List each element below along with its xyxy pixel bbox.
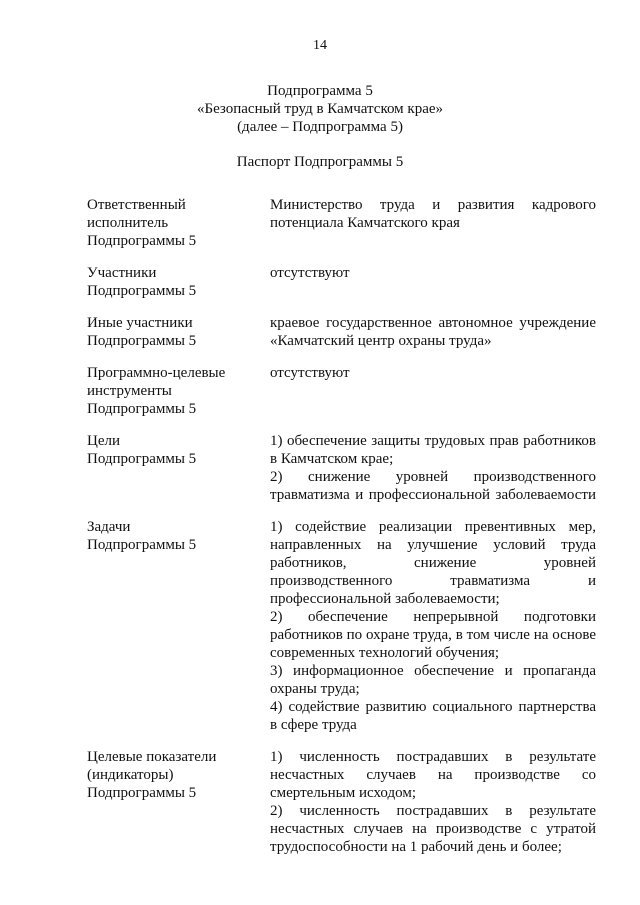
label-line: Подпрограммы 5 bbox=[87, 333, 197, 349]
content-line: Министерство труда и развития кадрового bbox=[270, 197, 596, 213]
passport-row-target-indicators bbox=[87, 748, 596, 856]
content-line: 1) содействие реализации превентивных мер, bbox=[270, 519, 596, 535]
label-line: Задачи bbox=[87, 519, 131, 535]
passport-row-responsible-executor bbox=[87, 196, 596, 250]
label-line: Подпрограммы 5 bbox=[87, 785, 197, 801]
heading-line-2: «Безопасный труд в Камчатском крае» bbox=[196, 101, 444, 117]
row-label bbox=[87, 748, 270, 856]
row-content bbox=[270, 432, 596, 504]
label-line: Подпрограммы 5 bbox=[87, 283, 197, 299]
label-line: Подпрограммы 5 bbox=[87, 537, 197, 553]
passport-title: Паспорт Подпрограммы 5 bbox=[236, 154, 404, 170]
row-label bbox=[87, 432, 270, 504]
label-line: инструменты bbox=[87, 383, 172, 399]
content-line: «Камчатский центр охраны труда» bbox=[270, 333, 492, 349]
row-content bbox=[270, 264, 596, 300]
label-line: Целевые показатели bbox=[87, 749, 217, 765]
content-line: охраны труда; bbox=[270, 681, 360, 697]
passport-row-goals bbox=[87, 432, 596, 504]
content-line: 2) снижение уровней производственного bbox=[270, 469, 596, 485]
heading-line-3: (далее – Подпрограмма 5) bbox=[237, 119, 403, 135]
passport-row-other-participants bbox=[87, 314, 596, 350]
label-line: Участники bbox=[87, 265, 157, 281]
row-content bbox=[270, 748, 596, 856]
content-line: отсутствуют bbox=[270, 265, 350, 281]
label-line: Программно-целевые bbox=[87, 365, 226, 381]
label-line: Ответственный bbox=[87, 197, 186, 213]
content-line: несчастных случаев на производстве со bbox=[270, 767, 596, 783]
content-line: краевое государственное автономное учреждение bbox=[270, 315, 596, 331]
content-line: современных технологий обучения; bbox=[270, 645, 500, 661]
row-label bbox=[87, 264, 270, 300]
label-line: (индикаторы) bbox=[87, 767, 174, 783]
content-line: 4) содействие развитию социального партнерства bbox=[270, 699, 596, 715]
passport-table bbox=[87, 196, 596, 870]
heading-line-1: Подпрограмма 5 bbox=[267, 83, 373, 99]
passport-row-tasks bbox=[87, 518, 596, 734]
label-line: Подпрограммы 5 bbox=[87, 401, 197, 417]
subprogram-heading bbox=[0, 82, 640, 136]
row-label bbox=[87, 196, 270, 250]
content-line: 1) численность пострадавших в результате bbox=[270, 749, 596, 765]
content-line: смертельным исходом; bbox=[270, 785, 416, 801]
row-content bbox=[270, 364, 596, 418]
row-content bbox=[270, 518, 596, 734]
content-line: 3) информационное обеспечение и пропаганда bbox=[270, 663, 596, 679]
content-line: травматизма и профессиональной заболеваемости bbox=[270, 487, 596, 503]
content-line: профессиональной заболеваемости; bbox=[270, 591, 500, 607]
passport-row-instruments bbox=[87, 364, 596, 418]
row-content bbox=[270, 196, 596, 250]
label-line: исполнитель bbox=[87, 215, 169, 231]
content-line: производственного травматизма и bbox=[270, 573, 596, 589]
passport-row-participants bbox=[87, 264, 596, 300]
label-line: Подпрограммы 5 bbox=[87, 451, 197, 467]
content-line: 2) численность пострадавших в результате bbox=[270, 803, 596, 819]
content-line: трудоспособности на 1 рабочий день и более; bbox=[270, 839, 562, 855]
row-label bbox=[87, 364, 270, 418]
row-content bbox=[270, 314, 596, 350]
page-number: 14 bbox=[313, 38, 327, 53]
content-line: в сфере труда bbox=[270, 717, 357, 733]
content-line: в Камчатском крае; bbox=[270, 451, 394, 467]
content-line: потенциала Камчатского края bbox=[270, 215, 460, 231]
row-label bbox=[87, 314, 270, 350]
content-line: направленных на улучшение условий труда bbox=[270, 537, 596, 553]
content-line: 2) обеспечение непрерывной подготовки bbox=[270, 609, 596, 625]
label-line: Цели bbox=[87, 433, 121, 449]
row-label bbox=[87, 518, 270, 734]
label-line: Иные участники bbox=[87, 315, 193, 331]
content-line: работников, снижение уровней bbox=[270, 555, 596, 571]
content-line: несчастных случаев на производстве с утратой bbox=[270, 821, 596, 837]
content-line: 1) обеспечение защиты трудовых прав работников bbox=[270, 433, 596, 449]
content-line: отсутствуют bbox=[270, 365, 350, 381]
label-line: Подпрограммы 5 bbox=[87, 233, 197, 249]
content-line: работников по охране труда, в том числе на основе bbox=[270, 627, 596, 643]
